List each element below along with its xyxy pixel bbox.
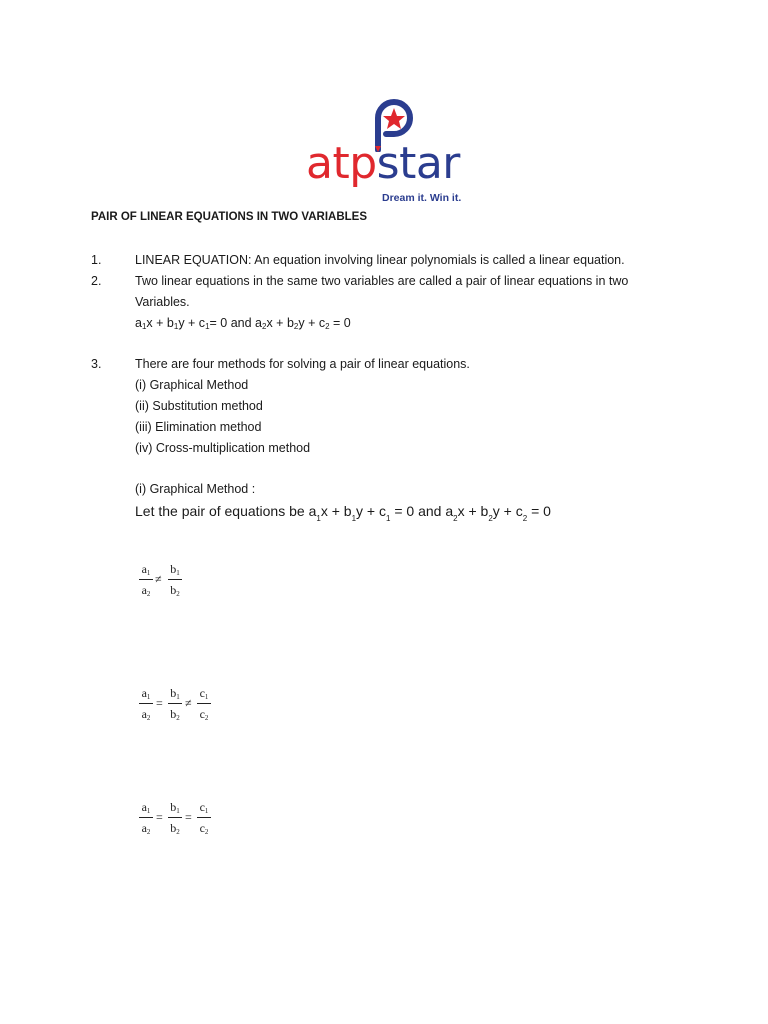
condition-coincident bbox=[139, 801, 229, 841]
method-substitution: (ii) Substitution method bbox=[135, 399, 263, 413]
item-3-number: 3. bbox=[91, 357, 102, 371]
not-equal-sign: ≠ bbox=[185, 696, 192, 710]
page-title: PAIR OF LINEAR EQUATIONS IN TWO VARIABLES bbox=[91, 211, 367, 223]
item-2-number: 2. bbox=[91, 274, 102, 288]
logo-wordmark bbox=[306, 138, 460, 189]
condition-parallel bbox=[139, 687, 229, 727]
graphical-method-heading: (i) Graphical Method : bbox=[135, 482, 256, 496]
item-2-text-continued: Variables. bbox=[135, 295, 190, 309]
fraction-a: $a_1$ $a_2$ bbox=[139, 687, 153, 721]
method-cross-multiplication: (iv) Cross-multiplication method bbox=[135, 441, 311, 455]
method-elimination: (iii) Elimination method bbox=[135, 420, 262, 434]
method-graphical: (i) Graphical Method bbox=[135, 378, 249, 392]
not-equal-sign: ≠ bbox=[155, 572, 162, 586]
fraction-b: $b_1$ $b_2$ bbox=[168, 563, 182, 597]
pair-of-equations-line: Let the pair of equations be $a_1x + b_1y + c_1 = 0$ and $a_2x + b_2y + c_2 = 0$ bbox=[135, 503, 551, 523]
equal-sign: = bbox=[156, 696, 163, 710]
atpstar-logo bbox=[300, 92, 470, 210]
fraction-b: $b_1$ $b_2$ bbox=[168, 801, 182, 835]
condition-intersecting bbox=[139, 563, 199, 603]
equal-sign: = bbox=[185, 810, 192, 824]
item-2-text: Two linear equations in the same two variables are called a pair of linear equations in two bbox=[135, 274, 629, 288]
equation-pair: $a_1x + b_1y + c_1= 0$ and $a_2x + b_2y + c_2 = 0$ bbox=[135, 316, 351, 331]
item-1-number: 1. bbox=[91, 253, 102, 267]
fraction-a: $a_1$ $a_2$ bbox=[139, 801, 153, 835]
logo-word-star: star bbox=[376, 138, 460, 189]
logo-word-atp: atp bbox=[306, 138, 377, 189]
fraction-b: $b_1$ $b_2$ bbox=[168, 687, 182, 721]
item-1-text: LINEAR EQUATION: An equation involving linear polynomials is called a linear equation. bbox=[135, 253, 625, 267]
fraction-c: $c_1$ $c_2$ bbox=[197, 801, 211, 835]
item-3-text: There are four methods for solving a pair of linear equations. bbox=[135, 357, 470, 371]
fraction-c: $c_1$ $c_2$ bbox=[197, 687, 211, 721]
logo-tagline: Dream it. Win it. bbox=[382, 192, 462, 204]
fraction-a: $a_1$ $a_2$ bbox=[139, 563, 153, 597]
equal-sign: = bbox=[156, 810, 163, 824]
